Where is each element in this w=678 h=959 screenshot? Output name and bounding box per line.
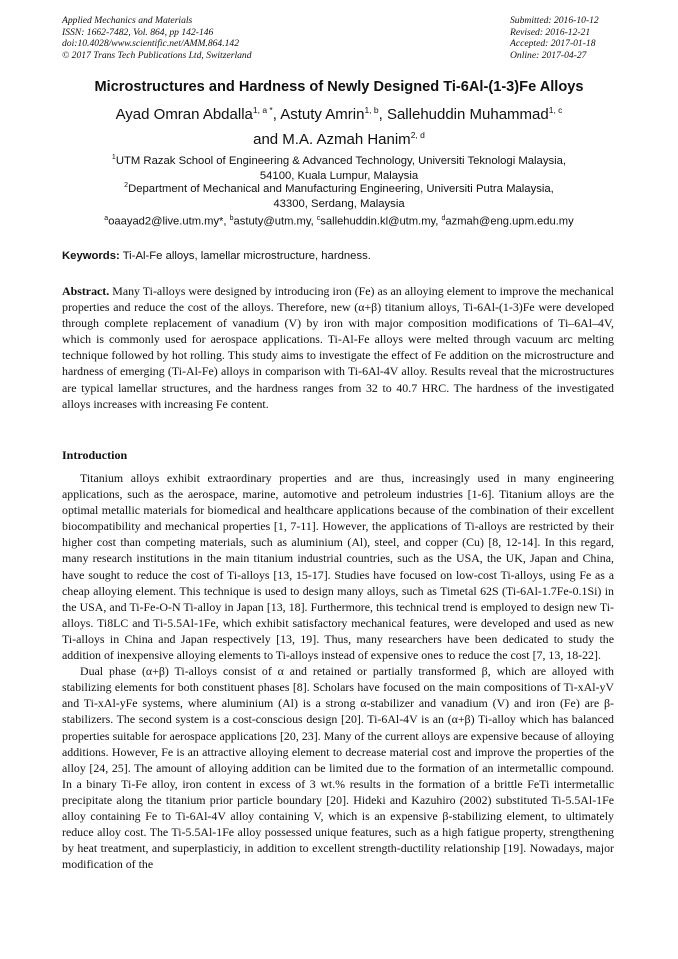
affiliation-text: Department of Mechanical and Manufacturing Engineering, Universiti Putra Malaysia, bbox=[128, 182, 554, 195]
paragraph: Dual phase (α+β) Ti-alloys consist of α and retained or partially transformed β, which are alloyed with stabilizing elements for both constituent phases [8]. Scholars have focused on the main compositions of Ti-xAl-yV and Ti-xAl-yFe systems, where aluminium (Al) is a strong α-stabilizer and vanadium (V) and iron (Fe) are β-stabilizers. The second system is a cost-conscious design [20]. Ti-6Al-4V is an (α+β) Ti-alloy which has balanced properties suitable for aerospace applications [20, 23]. Many of the current alloys are expensive because of alloying additions. However, Fe is an attractive alloying element to decrease material cost and improve the properties of the alloy [24, 25]. The amount of alloying addition can be limited due to the formation of an intermetallic compound. In a binary Ti-Fe alloy, iron content in excess of 3 wt.% results in the formation of a brittle FeTi intermetallic precipitate along the titanium prior particle boundary [20]. Hideki and Kazuhiro (2002) substituted Ti-5.5Al-1Fe alloy containing Fe to Ti-6Al-4V alloy containing V, which is an expensive β-stabilizing element, to ultimately reduce alloy cost. The Ti-5.5Al-1Fe alloy possessed unique features, such as a high fatigue property, strengthening by heat treatment, and superplasticiy, in addition to excellent strength-ductility relationship [19]. Nowadays, major modification of the bbox=[62, 664, 614, 872]
introduction-body bbox=[62, 470, 614, 872]
affiliation-address: 43300, Serdang, Malaysia bbox=[273, 197, 405, 210]
journal-info bbox=[62, 15, 252, 61]
affiliation-text: UTM Razak School of Engineering & Advanced Technology, Universiti Teknologi Malaysia, bbox=[115, 154, 567, 167]
email-mark: b bbox=[229, 215, 234, 222]
author-name: and M.A. Azmah Hanim bbox=[253, 131, 411, 148]
author-affiliation-mark: 1, a * bbox=[252, 105, 273, 115]
journal-copyright: © 2017 Trans Tech Publications Ltd, Switzerland bbox=[62, 49, 252, 61]
author-list bbox=[0, 100, 678, 150]
journal-doi: doi:10.4028/www.scientific.net/AMM.864.142 bbox=[62, 38, 240, 50]
abstract-label: Abstract. bbox=[62, 284, 110, 298]
abstract bbox=[62, 283, 614, 412]
publication-dates bbox=[510, 15, 599, 61]
email-link[interactable]: azmah@eng.upm.edu.my bbox=[445, 215, 574, 228]
date-accepted: Accepted: 2017-01-18 bbox=[510, 38, 596, 50]
author-affiliation-mark: 1, c bbox=[548, 105, 563, 115]
email-link[interactable]: astuty@utm.my, bbox=[233, 215, 317, 228]
date-revised: Revised: 2016-12-21 bbox=[510, 26, 591, 38]
date-online: Online: 2017-04-27 bbox=[510, 49, 587, 61]
author-name: , Sallehuddin Muhammad bbox=[378, 106, 549, 123]
affiliation-address: 54100, Kuala Lumpur, Malaysia bbox=[259, 169, 419, 182]
author-emails bbox=[0, 215, 678, 228]
journal-issn: ISSN: 1662-7482, Vol. 864, pp 142-146 bbox=[62, 26, 214, 38]
keywords-text: Ti-Al-Fe alloys, lamellar microstructure, hardness. bbox=[119, 250, 371, 262]
email-link[interactable]: sallehuddin.kl@utm.my, bbox=[320, 215, 442, 228]
affiliation-number: 1 bbox=[111, 154, 116, 161]
paper-title: Microstructures and Hardness of Newly Designed Ti-6Al-(1-3)Fe Alloys bbox=[94, 79, 584, 95]
email-mark: d bbox=[441, 215, 446, 222]
email-link[interactable]: oaayad2@live.utm.my*, bbox=[108, 215, 230, 228]
paragraph: Titanium alloys exhibit extraordinary properties and are thus, increasingly used in many engineering applications, such as the aerospace, marine, automotive and petroleum industries [1-6]. Titanium alloys are the optimal metallic materials for biomedical and healthcare applications because of the combination of their excellent biocompatibility and mechanical properties [1, 7-11]. However, the applications of Ti-alloys are restricted by their higher cost than competing materials, such as aluminium (Al), steel, and copper (Cu) [8, 12-14]. In this regard, many research institutions in the main titanium industrial countries, such as the USA, the UK, Japan and China, have sought to reduce the cost of Ti-alloys [13, 15-17]. Studies have focused on low-cost Ti-alloys, using Fe as a cheap alloying element. This technique is used to design many alloys, such as Timetal 62S (Ti-6Al-1.7Fe-0.1Si) in the USA, and Ti-Fe-O-N Ti-alloy in Japan [13, 18]. Furthermore, this technical trend is employed to design new Ti-alloys. Ti8LC and Ti-5.5Al-1Fe, which exhibit satisfactory mechanical features, were developed and used as new Ti-alloys in China and Japan respectively [13, 19]. Thus, many researchers have been dedicated to study the addition of inexpensive alloying elements to Ti-alloys instead of expensive ones to reduce the cost [7, 13, 18-22]. bbox=[62, 471, 614, 663]
author-affiliation-mark: 2, d bbox=[410, 130, 425, 140]
abstract-text: Many Ti-alloys were designed by introducing iron (Fe) as an alloying element to improve the mechanical properties and reduce the cost of the alloys. Therefore, new (α+β) titanium alloys, Ti-6Al-(1-3)Fe were developed through complete replacement of vanadium (V) by iron with major composition modifications of Ti–6Al–4V, which is commonly used for aerospace applications. Ti-Al-Fe alloys were melted through vacuum arc melting technique followed by hot rolling. This study aims to investigate the effect of Fe addition on the microstructure and hardness of emerging (Ti-Al-Fe) alloys in comparison with Ti-6Al-4V alloy. Results reveal that the microstructures are typical lamellar structures, and the hardness ranges from 32 to 40.7 HRC. The hardness of the investigated alloys increases with increasing Fe content. bbox=[62, 284, 614, 411]
author-name: Ayad Omran Abdalla bbox=[115, 106, 253, 123]
email-mark: a bbox=[104, 215, 109, 222]
section-heading: Introduction bbox=[62, 448, 128, 462]
affiliation-number: 2 bbox=[124, 182, 129, 189]
author-affiliation-mark: 1, b bbox=[364, 105, 379, 115]
date-submitted: Submitted: 2016-10-12 bbox=[510, 15, 599, 26]
journal-name: Applied Mechanics and Materials bbox=[62, 15, 193, 26]
affiliation-2 bbox=[0, 178, 678, 212]
author-name: , Astuty Amrin bbox=[272, 106, 365, 123]
keywords-label: Keywords: bbox=[62, 250, 120, 262]
keywords bbox=[62, 250, 371, 262]
email-mark: c bbox=[316, 215, 321, 222]
